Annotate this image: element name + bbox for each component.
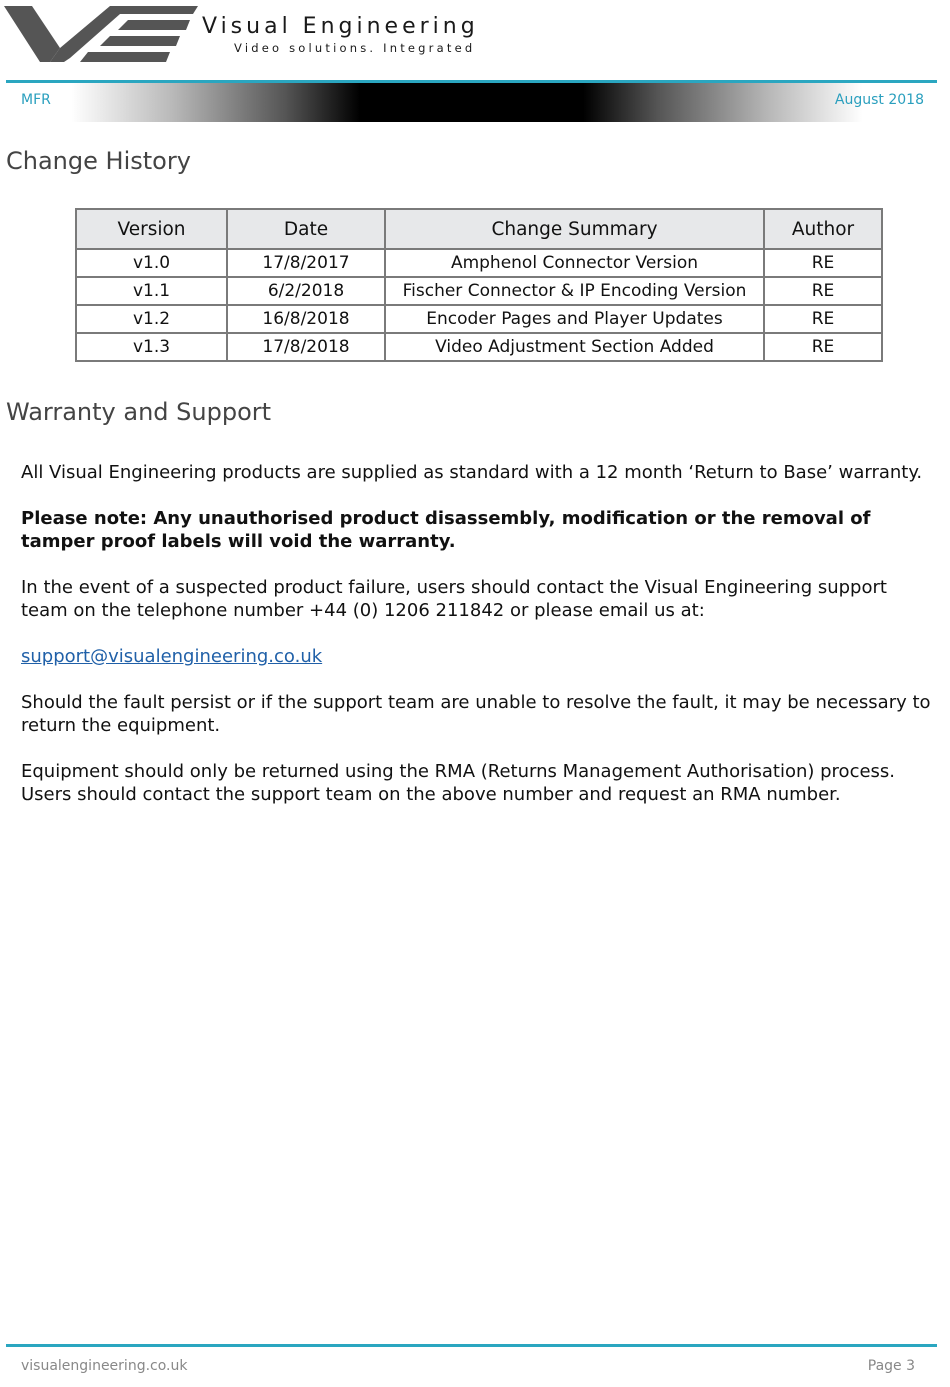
- brand-tagline: Video solutions. Integrated: [234, 41, 476, 55]
- footer-divider: [6, 1344, 937, 1347]
- warranty-heading: Warranty and Support: [6, 398, 272, 426]
- ve-logo-mark: [0, 0, 200, 66]
- table-cell: v1.3: [76, 333, 227, 361]
- header-date: August 2018: [834, 92, 924, 108]
- table-cell: Fischer Connector & IP Encoding Version: [385, 277, 764, 305]
- footer-website: visualengineering.co.uk: [21, 1358, 188, 1374]
- table-cell: RE: [764, 333, 882, 361]
- footer-page-number: Page 3: [867, 1358, 915, 1374]
- brand-name: Visual Engineering: [202, 14, 479, 39]
- table-cell: Amphenol Connector Version: [385, 249, 764, 277]
- table-cell: 16/8/2018: [227, 305, 385, 333]
- fault-paragraph: Should the fault persist or if the support team are unable to resolve the fault, it may be necessary to return the equipment.: [21, 692, 931, 736]
- header-band: [6, 80, 937, 122]
- table-row: [76, 333, 882, 361]
- table-row: [76, 277, 882, 305]
- support-contact-paragraph: In the event of a suspected product failure, users should contact the Visual Engineering support team on the telephone number +44 (0) 1206 211842 or please email us at:: [21, 577, 887, 621]
- table-cell: v1.0: [76, 249, 227, 277]
- column-header: Change Summary: [385, 209, 764, 249]
- company-logo: [0, 0, 540, 72]
- table-cell: RE: [764, 305, 882, 333]
- table-cell: Encoder Pages and Player Updates: [385, 305, 764, 333]
- change-history-table: [75, 208, 883, 362]
- support-email-link[interactable]: support@visualengineering.co.uk: [21, 646, 323, 667]
- column-header: Version: [76, 209, 227, 249]
- table-cell: 17/8/2017: [227, 249, 385, 277]
- column-header: Date: [227, 209, 385, 249]
- warranty-note: Please note: Any unauthorised product disassembly, modification or the removal of tamper proof labels will void the warranty.: [21, 508, 871, 552]
- rma-paragraph: Equipment should only be returned using the RMA (Returns Management Authorisation) process. Users should contact the support team on the above number and request an RMA number.: [21, 761, 896, 805]
- column-header: Author: [764, 209, 882, 249]
- table-cell: v1.1: [76, 277, 227, 305]
- table-cell: v1.2: [76, 305, 227, 333]
- header-product-code: MFR: [21, 92, 51, 108]
- table-cell: RE: [764, 249, 882, 277]
- table-cell: RE: [764, 277, 882, 305]
- change-history-heading: Change History: [6, 147, 191, 175]
- table-cell: 6/2/2018: [227, 277, 385, 305]
- warranty-paragraph: All Visual Engineering products are supplied as standard with a 12 month ‘Return to Base’ warranty.: [21, 462, 923, 483]
- table-row: [76, 249, 882, 277]
- table-cell: Video Adjustment Section Added: [385, 333, 764, 361]
- table-row: [76, 305, 882, 333]
- table-header-row: [76, 209, 882, 249]
- table-cell: 17/8/2018: [227, 333, 385, 361]
